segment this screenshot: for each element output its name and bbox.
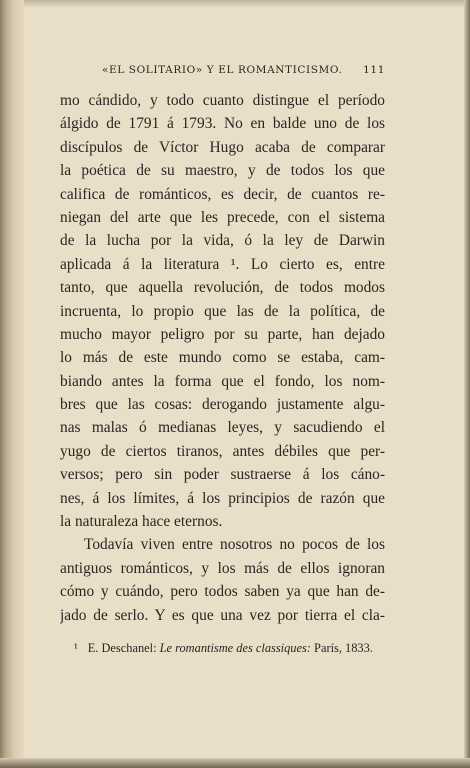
page-bottom-edge xyxy=(0,758,470,768)
text-line: incruenta, lo propio que las de la política, de xyxy=(60,302,385,320)
page-number: 111 xyxy=(363,64,385,76)
text-line: biando antes la forma que el fondo, los nom- xyxy=(60,372,385,390)
paragraph-2 xyxy=(60,533,385,627)
footnote-mark: ¹ xyxy=(74,641,78,655)
body-text xyxy=(60,89,385,627)
text-line: mucho mayor peligro por su parte, han dejado xyxy=(60,325,385,343)
text-line: Todavía viven entre nosotros no pocos de los xyxy=(84,536,385,554)
footnote xyxy=(60,641,385,656)
text-line: aplicada á la literatura ¹. Lo cierto es, entre xyxy=(60,255,385,273)
text-line: álgido de 1791 á 1793. No en balde uno de los xyxy=(60,115,385,133)
page-top-edge xyxy=(0,0,470,8)
page-content xyxy=(60,62,385,627)
running-header xyxy=(60,62,385,80)
footnote-title: Le romantisme des classiques: xyxy=(159,641,311,655)
paragraph-1 xyxy=(60,89,385,533)
text-line: califica de románticos, es decir, de cuantos re- xyxy=(60,185,385,203)
text-line: versos; pero sin poder sustraerse á los cáno- xyxy=(60,466,385,484)
text-line: lo más de este mundo como se estaba, cam- xyxy=(60,349,385,367)
text-line: niegan del arte que les precede, con el sistema xyxy=(60,208,385,226)
footnote-rest: París, 1833. xyxy=(310,641,373,655)
text-line: discípulos de Víctor Hugo acaba de comparar xyxy=(60,138,385,156)
text-line: la poética de su maestro, y de todos los que xyxy=(60,162,385,180)
text-line: tanto, que aquella revolución, de todos modos xyxy=(60,279,385,297)
text-line: la naturaleza hace eternos. xyxy=(60,513,223,531)
text-line: antiguos románticos, y los más de ellos ignoran xyxy=(60,559,385,577)
book-gutter xyxy=(0,0,24,768)
text-line: mo cándido, y todo cuanto distingue el período xyxy=(60,92,385,109)
running-title: «EL SOLITARIO» Y EL ROMANTICISMO. xyxy=(102,64,343,76)
text-line: nas malas ó medianas leyes, y sacudiendo el xyxy=(60,419,385,437)
page-right-edge xyxy=(464,0,470,768)
text-line: bres que las cosas: derogando justamente algu- xyxy=(60,396,385,414)
footnote-author: E. Deschanel: xyxy=(87,641,160,655)
text-line: yugo de ciertos tiranos, antes débiles que per- xyxy=(60,442,385,460)
text-line: nes, á los límites, á los principios de razón que xyxy=(60,489,385,507)
text-line: jado de serlo. Y es que una vez por tierra el cla- xyxy=(60,606,385,624)
text-line: de la lucha por la vida, ó la ley de Darwin xyxy=(60,232,385,250)
text-line: cómo y cuándo, pero todos saben ya que han de- xyxy=(60,583,385,601)
